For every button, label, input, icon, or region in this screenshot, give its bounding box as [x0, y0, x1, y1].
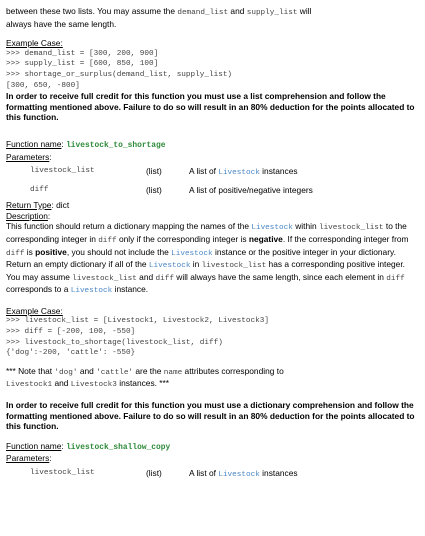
intro-text: will: [297, 6, 312, 16]
param-name: livestock_list: [30, 167, 95, 176]
code-line: >>> livestock_list = [Livestock1, Livestock2, Livestock3]: [6, 317, 269, 326]
function-name-row: Function name: livestock_to_shortage: [6, 138, 166, 150]
function-name-label: Function name: [6, 138, 62, 149]
code-line: >>> supply_list = [600, 850, 100]: [6, 60, 159, 69]
intro-text: between these two lists. You may assume the: [6, 6, 178, 16]
function-livestock-to-shortage: Function name: livestock_to_shortage Parameters: livestock_list (list) A list of Livestock instances diff (list) A list of positive/negative integers Return Type: dict Description: This function should return a dictionary mapping the names of the Livestock within livestock_list to the corresponding integer in diff only if the corresponding integer is negative. If the corresponding integer from diff is positive, you should not include the Livestock instance or the positive integer in your dictionary. Return an empty dictionary if all of the Livestock in livestock_list has a corresponding positive integer. You may assume livestock_list and diff will always have the same length, since each element in diff corresponds to a Livestock instance.: [6, 139, 419, 297]
example-case-2: [6, 306, 419, 359]
intro-text: always have the same length.: [6, 18, 117, 29]
function-name: livestock_to_shortage: [66, 140, 166, 150]
code-line: >>> demand_list = [300, 200, 900]: [6, 49, 159, 58]
intro-text: and: [228, 6, 247, 16]
param-desc: A list of Livestock instances: [189, 166, 298, 178]
param-type: (list): [146, 166, 162, 177]
credit-notice-1: In order to receive full credit for this function you must use a list comprehension and follow the formatting mentioned above. Failure to do so will result in an 80% deduction for the points allocated to this function.: [6, 91, 415, 123]
param-name: diff: [30, 186, 49, 195]
param-row: [6, 181, 419, 200]
function-name-row: Function name: livestock_shallow_copy: [6, 440, 171, 452]
code-supply-list: supply_list: [246, 9, 298, 17]
description-text: This function should return a dictionary mapping the names of the Livestock within livestock_list to the corresponding integer in diff only if the corresponding integer is negative. If the corresponding integer from diff is positive, you should not include the Livestock instance or the positive integer in your dictionary. Return an empty dictionary if all of the Livestock in livestock_list has a corresponding positive integer. You may assume livestock_list and diff will always have the same length, since each element in diff corresponds to a Livestock instance.: [6, 221, 409, 296]
intro-paragraph: [6, 6, 419, 29]
function-livestock-shallow-copy: Function name: livestock_shallow_copy Parameters: livestock_list (list) A list of Livestock instances: [6, 441, 419, 483]
note-paragraph: *** Note that 'dog' and 'cattle' are the name attributes corresponding to Livestock1 and Livestock3 instances. ***: [6, 365, 284, 390]
return-type: Return Type: dict: [6, 200, 70, 211]
function-name: livestock_shallow_copy: [66, 442, 171, 452]
function-name-label: Function name: [6, 440, 62, 451]
example-heading: Example Case:: [6, 38, 63, 49]
param-name: livestock_list: [30, 469, 95, 477]
code-demand-list: demand_list: [177, 9, 229, 17]
example-case-1: [6, 38, 419, 91]
param-row: [6, 464, 419, 483]
description-label: Description: [6, 210, 48, 221]
param-desc: A list of Livestock instances: [189, 468, 298, 479]
param-row: [6, 162, 419, 181]
code-line: {'dog':-200, 'cattle': -550}: [6, 349, 136, 358]
param-desc: A list of positive/negative integers: [189, 185, 313, 196]
code-line: >>> livestock_to_shortage(livestock_list, diff): [6, 338, 223, 347]
code-line: [300, 650, -800]: [6, 81, 80, 90]
code-line: >>> diff = [-200, 100, -550]: [6, 328, 136, 337]
parameters-label: Parameters: [6, 151, 50, 162]
param-type: (list): [146, 468, 162, 478]
example-heading: Example Case:: [6, 305, 63, 316]
code-line: >>> shortage_or_surplus(demand_list, supply_list): [6, 70, 233, 79]
parameters-label: Parameters: [6, 453, 50, 464]
credit-notice-2: In order to receive full credit for this function you must use a dictionary comprehension and follow the formatting mentioned above. Failure to do so will result in an 80% deduction for the points allocated to this function.: [6, 400, 415, 432]
param-type: (list): [146, 185, 162, 196]
